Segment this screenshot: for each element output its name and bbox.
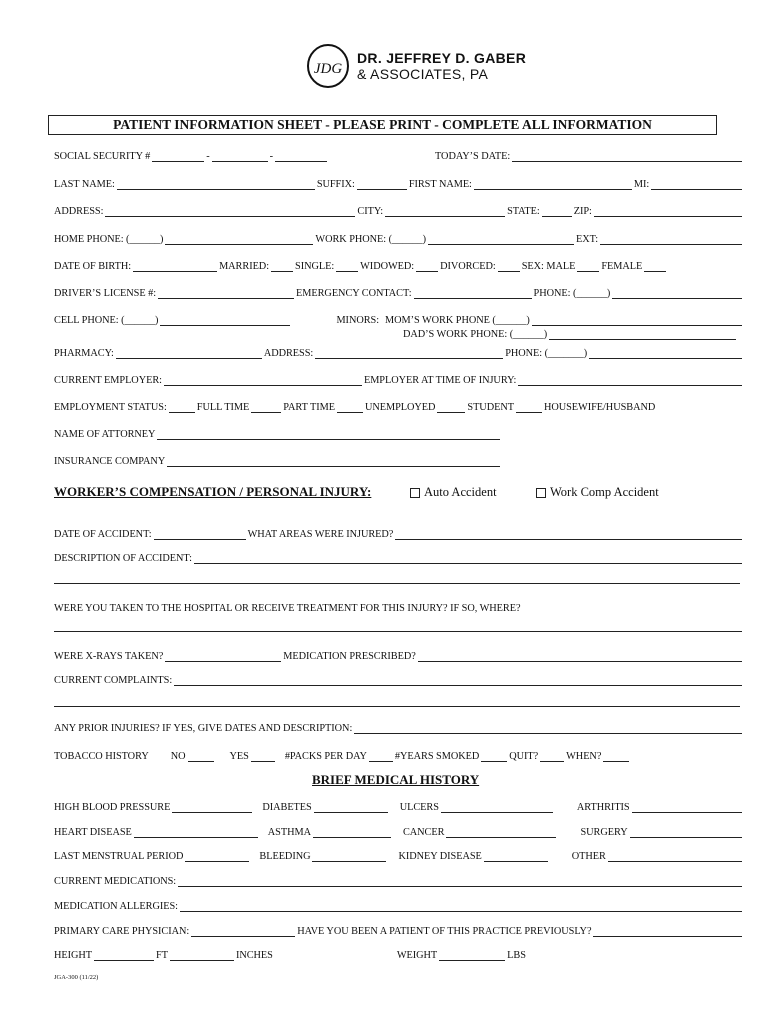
emergency-phone-field[interactable] bbox=[612, 287, 742, 299]
female-label: FEMALE bbox=[601, 261, 643, 272]
row-accident-date bbox=[54, 524, 744, 540]
height-label: HEIGHT bbox=[54, 950, 93, 961]
suffix-label: SUFFIX: bbox=[316, 179, 355, 190]
cancer-label: CANCER bbox=[402, 827, 445, 838]
row-names bbox=[54, 174, 744, 190]
row-pcp bbox=[54, 921, 744, 937]
bleeding-field[interactable] bbox=[312, 850, 386, 862]
student-field[interactable] bbox=[437, 401, 465, 413]
first-name-field[interactable] bbox=[474, 178, 632, 190]
packs-field[interactable] bbox=[369, 750, 393, 762]
row-dob-marital bbox=[54, 256, 744, 272]
row-description bbox=[54, 548, 744, 564]
employer-at-injury-field[interactable] bbox=[518, 374, 742, 386]
lmp-label: LAST MENSTRUAL PERIOD bbox=[54, 851, 184, 862]
years-smoked-label: #YEARS SMOKED bbox=[394, 751, 480, 762]
when-field[interactable] bbox=[603, 750, 629, 762]
state-field[interactable] bbox=[542, 205, 572, 217]
form-code: JGA-300 (11/22) bbox=[54, 974, 99, 981]
employer-at-injury-label: EMPLOYER AT TIME OF INJURY: bbox=[363, 375, 517, 386]
row-employer bbox=[54, 370, 744, 386]
svg-text:JDG: JDG bbox=[313, 61, 343, 77]
row-insurance bbox=[54, 451, 502, 467]
other-field[interactable] bbox=[608, 850, 742, 862]
description-label: DESCRIPTION OF ACCIDENT: bbox=[54, 553, 192, 564]
checkbox-square-icon bbox=[410, 488, 420, 498]
drivers-license-label: DRIVER’S LICENSE #: bbox=[54, 288, 157, 299]
insurance-label: INSURANCE COMPANY bbox=[54, 456, 166, 467]
current-employer-label: CURRENT EMPLOYER: bbox=[54, 375, 162, 386]
row-medical-3 bbox=[54, 846, 744, 862]
previous-patient-field[interactable] bbox=[593, 925, 742, 937]
row-prior-injuries bbox=[54, 718, 744, 734]
height-ft-field[interactable] bbox=[94, 949, 154, 961]
suffix-field[interactable] bbox=[357, 178, 407, 190]
practice-name-line1: DR. JEFFREY D. GABER bbox=[357, 50, 527, 66]
address-field[interactable] bbox=[105, 205, 355, 217]
arthritis-field[interactable] bbox=[632, 801, 742, 813]
arthritis-label: ARTHRITIS bbox=[576, 802, 630, 813]
last-name-field[interactable] bbox=[117, 178, 315, 190]
hospital-field[interactable] bbox=[54, 631, 742, 632]
state-label: STATE: bbox=[507, 206, 540, 217]
tobacco-no-field[interactable] bbox=[188, 750, 214, 762]
row-phones bbox=[54, 229, 744, 245]
row-xrays bbox=[54, 646, 744, 662]
weight-field[interactable] bbox=[439, 949, 505, 961]
divorced-label: DIVORCED: bbox=[440, 261, 496, 272]
attorney-label: NAME OF ATTORNEY bbox=[54, 429, 156, 440]
part-time-field[interactable] bbox=[251, 401, 281, 413]
row-hospital bbox=[54, 598, 744, 614]
row-employment-status bbox=[54, 397, 744, 413]
dads-work-phone-label: DAD’S WORK PHONE: (______) bbox=[403, 329, 548, 340]
sex-male-field[interactable] bbox=[577, 260, 599, 272]
allergies-field[interactable] bbox=[180, 900, 742, 912]
city-label: CITY: bbox=[357, 206, 384, 217]
hospital-label: WERE YOU TAKEN TO THE HOSPITAL OR RECEIVE TREATMENT FOR THIS INJURY? IF SO, WHERE? bbox=[54, 603, 521, 614]
row-medical-2 bbox=[54, 822, 744, 838]
ssn-label: SOCIAL SECURITY # bbox=[54, 151, 151, 162]
prior-injuries-field[interactable] bbox=[354, 722, 742, 734]
form-title: PATIENT INFORMATION SHEET - PLEASE PRINT - COMPLETE ALL INFORMATION bbox=[48, 115, 717, 135]
ft-label: FT bbox=[156, 950, 168, 961]
checkbox-square-icon bbox=[536, 488, 546, 498]
unemployed-field[interactable] bbox=[337, 401, 363, 413]
quit-label: QUIT? bbox=[509, 751, 539, 762]
tobacco-label: TOBACCO HISTORY bbox=[54, 751, 149, 762]
ext-field[interactable] bbox=[600, 233, 742, 245]
ulcers-label: ULCERS bbox=[399, 802, 439, 813]
single-field[interactable] bbox=[336, 260, 358, 272]
row-tobacco bbox=[54, 746, 744, 762]
row-height-weight bbox=[54, 945, 744, 961]
insurance-field[interactable] bbox=[167, 455, 500, 467]
kidney-disease-field[interactable] bbox=[484, 850, 548, 862]
unemployed-label: UNEMPLOYED bbox=[364, 402, 436, 413]
complaints-field[interactable] bbox=[174, 674, 742, 686]
cell-phone-label: CELL PHONE: (______) bbox=[54, 315, 159, 326]
work-comp-accident-label: Work Comp Accident bbox=[550, 485, 659, 499]
last-name-label: LAST NAME: bbox=[54, 179, 115, 190]
student-label: STUDENT bbox=[467, 402, 514, 413]
row-attorney bbox=[54, 424, 502, 440]
emergency-phone-label: PHONE: (______) bbox=[533, 288, 611, 299]
zip-label: ZIP: bbox=[573, 206, 592, 217]
row-pharmacy bbox=[54, 343, 744, 359]
housewife-field[interactable] bbox=[516, 401, 542, 413]
complaints-label: CURRENT COMPLAINTS: bbox=[54, 675, 173, 686]
ulcers-field[interactable] bbox=[441, 801, 553, 813]
part-time-label: PART TIME bbox=[283, 402, 335, 413]
row-ssn bbox=[54, 146, 744, 162]
other-label: OTHER bbox=[571, 851, 606, 862]
married-field[interactable] bbox=[271, 260, 293, 272]
cancer-field[interactable] bbox=[446, 826, 556, 838]
jdg-monogram-icon bbox=[305, 42, 351, 90]
auto-accident-checkbox[interactable] bbox=[410, 485, 497, 500]
previous-patient-label: HAVE YOU BEEN A PATIENT OF THIS PRACTICE PREVIOUSLY? bbox=[297, 926, 592, 937]
complaints-line-2[interactable] bbox=[54, 706, 740, 707]
mi-field[interactable] bbox=[651, 178, 742, 190]
employment-status-label: EMPLOYMENT STATUS: bbox=[54, 402, 167, 413]
single-label: SINGLE: bbox=[295, 261, 335, 272]
xrays-label: WERE X-RAYS TAKEN? bbox=[54, 651, 164, 662]
pharmacy-label: PHARMACY: bbox=[54, 348, 114, 359]
current-meds-label: CURRENT MEDICATIONS: bbox=[54, 876, 177, 887]
housewife-label: HOUSEWIFE/HUSBAND bbox=[543, 402, 656, 413]
practice-name-line2: & ASSOCIATES, PA bbox=[357, 66, 489, 82]
attorney-field[interactable] bbox=[157, 428, 500, 440]
drivers-license-field[interactable] bbox=[158, 287, 294, 299]
high-bp-label: HIGH BLOOD PRESSURE bbox=[54, 802, 171, 813]
description-line-2[interactable] bbox=[54, 583, 740, 584]
tobacco-yes-label: YES bbox=[229, 751, 249, 762]
ssn-part3-field[interactable] bbox=[275, 150, 327, 162]
asthma-label: ASTHMA bbox=[267, 827, 311, 838]
first-name-label: FIRST NAME: bbox=[408, 179, 472, 190]
lmp-field[interactable] bbox=[185, 850, 249, 862]
dob-label: DATE OF BIRTH: bbox=[54, 261, 132, 272]
kidney-disease-label: KIDNEY DISEASE bbox=[398, 851, 482, 862]
row-license-emergency bbox=[54, 283, 744, 299]
years-smoked-field[interactable] bbox=[481, 750, 507, 762]
pcp-label: PRIMARY CARE PHYSICIAN: bbox=[54, 926, 190, 937]
auto-accident-label: Auto Accident bbox=[424, 485, 497, 499]
asthma-field[interactable] bbox=[313, 826, 391, 838]
areas-injured-label: WHAT AREAS WERE INJURED? bbox=[247, 529, 394, 540]
pharmacy-phone-label: PHONE: (_______) bbox=[505, 348, 588, 359]
sex-male-label: SEX: MALE bbox=[521, 261, 576, 272]
widowed-label: WIDOWED: bbox=[360, 261, 415, 272]
todays-date-field[interactable] bbox=[512, 150, 742, 162]
row-current-meds bbox=[54, 871, 744, 887]
date-of-accident-field[interactable] bbox=[154, 528, 246, 540]
packs-label: #PACKS PER DAY bbox=[284, 751, 367, 762]
row-address bbox=[54, 201, 744, 217]
emergency-contact-field[interactable] bbox=[414, 287, 532, 299]
dads-work-phone-field[interactable] bbox=[549, 328, 736, 340]
xrays-field[interactable] bbox=[165, 650, 281, 662]
row-medical-1 bbox=[54, 797, 744, 813]
emergency-contact-label: EMERGENCY CONTACT: bbox=[296, 288, 412, 299]
tobacco-yes-field[interactable] bbox=[251, 750, 275, 762]
high-bp-field[interactable] bbox=[172, 801, 252, 813]
row-complaints bbox=[54, 670, 744, 686]
height-inches-field[interactable] bbox=[170, 949, 234, 961]
todays-date-label: TODAY’S DATE: bbox=[435, 151, 511, 162]
divorced-field[interactable] bbox=[498, 260, 520, 272]
allergies-label: MEDICATION ALLERGIES: bbox=[54, 901, 178, 912]
mi-label: MI: bbox=[633, 179, 650, 190]
widowed-field[interactable] bbox=[416, 260, 438, 272]
moms-work-phone-label: MOM’S WORK PHONE (______) bbox=[385, 315, 530, 326]
full-time-field[interactable] bbox=[169, 401, 195, 413]
row-dads-phone bbox=[403, 324, 738, 340]
heart-disease-label: HEART DISEASE bbox=[54, 827, 132, 838]
address-label: ADDRESS: bbox=[54, 206, 104, 217]
row-allergies bbox=[54, 896, 744, 912]
home-phone-field[interactable] bbox=[165, 233, 313, 245]
description-field[interactable] bbox=[194, 552, 742, 564]
weight-label: WEIGHT bbox=[396, 950, 438, 961]
female-field[interactable] bbox=[644, 260, 666, 272]
zip-field[interactable] bbox=[594, 205, 742, 217]
injury-section-heading: WORKER’S COMPENSATION / PERSONAL INJURY: bbox=[54, 484, 372, 499]
ext-label: EXT: bbox=[575, 234, 599, 245]
when-label: WHEN? bbox=[566, 751, 602, 762]
pharmacy-field[interactable] bbox=[116, 347, 262, 359]
date-of-accident-label: DATE OF ACCIDENT: bbox=[54, 529, 152, 540]
married-label: MARRIED: bbox=[219, 261, 270, 272]
practice-name bbox=[357, 50, 526, 82]
ssn-dash-2: - bbox=[269, 151, 273, 162]
areas-injured-field[interactable] bbox=[395, 528, 742, 540]
medication-prescribed-field[interactable] bbox=[418, 650, 742, 662]
work-phone-field[interactable] bbox=[428, 233, 574, 245]
quit-field[interactable] bbox=[540, 750, 564, 762]
diabetes-field[interactable] bbox=[314, 801, 388, 813]
surgery-label: SURGERY bbox=[580, 827, 628, 838]
prior-injuries-label: ANY PRIOR INJURIES? IF YES, GIVE DATES AND DESCRIPTION: bbox=[54, 723, 353, 734]
tobacco-no-label: NO bbox=[170, 751, 186, 762]
work-comp-accident-checkbox[interactable] bbox=[536, 485, 659, 500]
pharmacy-address-field[interactable] bbox=[315, 347, 503, 359]
medication-prescribed-label: MEDICATION PRESCRIBED? bbox=[283, 651, 416, 662]
pcp-field[interactable] bbox=[191, 925, 295, 937]
surgery-field[interactable] bbox=[630, 826, 742, 838]
city-field[interactable] bbox=[385, 205, 505, 217]
dob-field[interactable] bbox=[133, 260, 217, 272]
minors-label: MINORS: bbox=[336, 315, 380, 326]
heart-disease-field[interactable] bbox=[134, 826, 258, 838]
practice-logo bbox=[305, 42, 526, 90]
pharmacy-phone-field[interactable] bbox=[589, 347, 742, 359]
full-time-label: FULL TIME bbox=[196, 402, 250, 413]
home-phone-label: HOME PHONE: (______) bbox=[54, 234, 164, 245]
ssn-dash-1: - bbox=[206, 151, 210, 162]
ssn-part2-field[interactable] bbox=[212, 150, 268, 162]
work-phone-label: WORK PHONE: (______) bbox=[315, 234, 426, 245]
medical-history-heading: BRIEF MEDICAL HISTORY bbox=[312, 772, 480, 787]
bleeding-label: BLEEDING bbox=[259, 851, 311, 862]
current-meds-field[interactable] bbox=[178, 875, 742, 887]
cell-phone-field[interactable] bbox=[160, 314, 290, 326]
diabetes-label: DIABETES bbox=[262, 802, 312, 813]
lbs-label: LBS bbox=[507, 950, 526, 961]
pharmacy-address-label: ADDRESS: bbox=[263, 348, 314, 359]
current-employer-field[interactable] bbox=[164, 374, 362, 386]
ssn-part1-field[interactable] bbox=[152, 150, 204, 162]
inches-label: INCHES bbox=[235, 950, 273, 961]
